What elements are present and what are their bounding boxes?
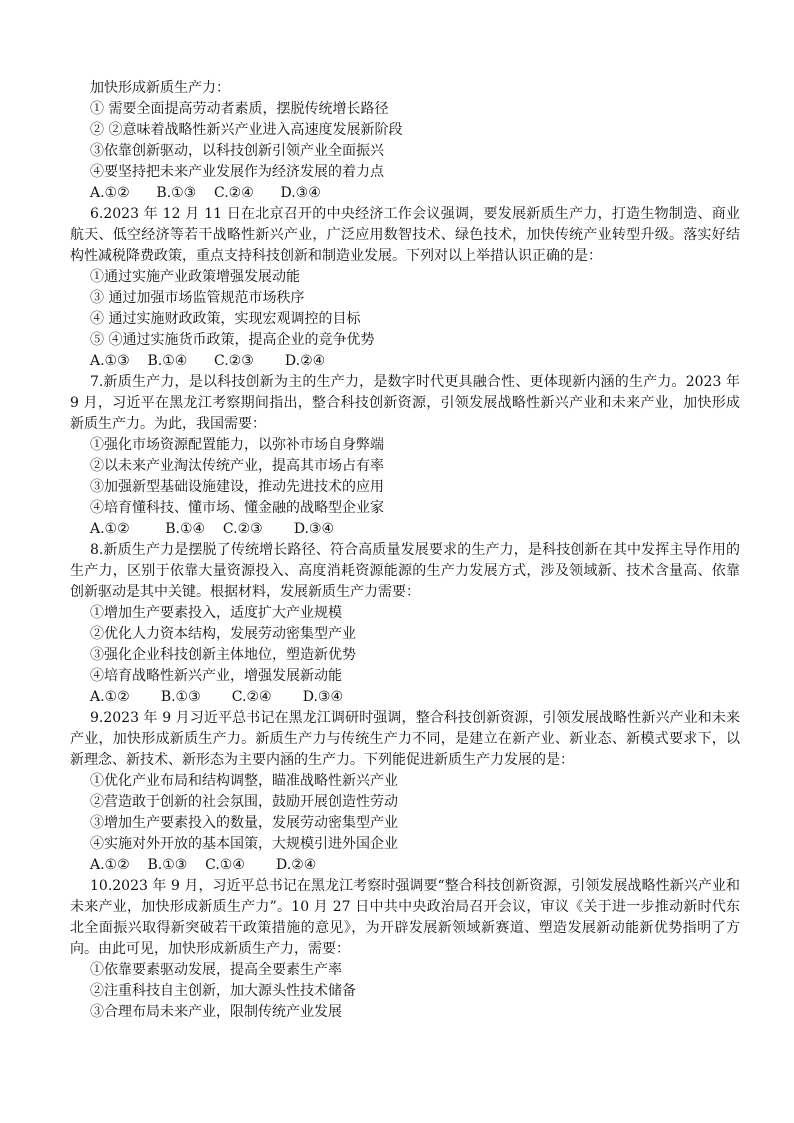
option-1: ①依靠要素驱动发展，提高全要素生产率 bbox=[90, 962, 342, 978]
answer-choices: A.①② B.①③ C.②④ D.③④ bbox=[90, 185, 321, 201]
option-3: ③合理布局未来产业，限制传统产业发展 bbox=[90, 1004, 342, 1020]
document-page bbox=[70, 78, 740, 1023]
question-stem: 10.2023 年 9 月，习近平总书记在黑龙江考察时强调要“整合科技创新资源，引领发展战略性新兴产业和未来产业，加快形成新质生产力”。10 月 27 日中共中央政治局召开会议，审议《关于进一步推动新时代东北全面振兴取得新突破若干政策措施的意见》，为开辟发展新领域新赛道、塑造发展新动能新优势指明了方向。由此可见，加快形成新质生产力，需要： bbox=[70, 878, 740, 957]
option-1: ①增加生产要素投入，适度扩大产业规模 bbox=[90, 605, 342, 621]
question-10 bbox=[70, 876, 740, 1023]
option-4: ④培育懂科技、懂市场、懂金融的战略型企业家 bbox=[90, 500, 384, 516]
option-3: ③依靠创新驱动，以科技创新引领产业全面振兴 bbox=[90, 143, 384, 159]
question-6 bbox=[70, 204, 740, 372]
option-1: ①通过实施产业政策增强发展动能 bbox=[90, 269, 300, 285]
option-1: ①优化产业布局和结构调整，瞄准战略性新兴产业 bbox=[90, 773, 398, 789]
option-3: ③加强新型基础设施建设，推动先进技术的应用 bbox=[90, 479, 384, 495]
option-3: ④ 通过实施财政政策，实现宏观调控的目标 bbox=[90, 311, 361, 327]
answer-choices: A.①③ B.①④ C.②③ D.②④ bbox=[90, 353, 326, 369]
question-stem: 6.2023 年 12 月 11 日在北京召开的中央经济工作会议强调，要发展新质生产力，打造生物制造、商业航天、低空经济等若干战略性新兴产业，广泛应用数智技术、绿色技术，加快传统产业转型升级。落实好结构性减税降费政策，重点支持科技创新和制造业发展。下列对以上举措认识正确的是： bbox=[70, 206, 740, 264]
option-2: ② ②意味着战略性新兴产业进入高速度发展新阶段 bbox=[90, 122, 403, 138]
option-3: ③增加生产要素投入的数量，发展劳动密集型产业 bbox=[90, 815, 398, 831]
option-2: ③ 通过加强市场监管规范市场秩序 bbox=[90, 290, 305, 306]
question-stem: 加快形成新质生产力： bbox=[90, 80, 230, 96]
option-1: ①强化市场资源配置能力，以弥补市场自身弊端 bbox=[90, 437, 384, 453]
question-stem: 9.2023 年 9 月习近平总书记在黑龙江调研时强调，整合科技创新资源，引领发展战略性新兴产业和未来产业，加快形成新质生产力。新质生产力与传统生产力不同，是建立在新产业、新业态、新模式要求下，以新理念、新技术、新形态为主要内涵的生产力。下列能促进新质生产力发展的是： bbox=[70, 710, 740, 768]
option-2: ②注重科技自主创新，加大源头性技术储备 bbox=[90, 983, 356, 999]
question-8 bbox=[70, 540, 740, 708]
option-1: ① 需要全面提高劳动者素质，摆脱传统增长路径 bbox=[90, 101, 389, 117]
answer-choices: A.①② B.①③ C.①④ D.②④ bbox=[90, 857, 317, 873]
option-2: ②优化人力资本结构，发展劳动密集型产业 bbox=[90, 626, 356, 642]
question-stem: 7.新质生产力，是以科技创新为主的生产力，是数字时代更具融合性、更体现新内涵的生产力。2023 年 9 月，习近平在黑龙江考察期间指出，整合科技创新资源，引领发展战略性新兴产业和未来产业，加快形成新质生产力。为此，我国需要： bbox=[70, 374, 740, 432]
question-9 bbox=[70, 708, 740, 876]
question-stem: 8.新质生产力是摆脱了传统增长路径、符合高质量发展要求的生产力，是科技创新在其中发挥主导作用的生产力，区别于依靠大量资源投入、高度消耗资源能源的生产力发展方式，涉及领域新、技术含量高、依靠创新驱动是其中关键。根据材料，发展新质生产力需要： bbox=[70, 542, 740, 600]
answer-choices: A.①② B.①③ C.②④ D.③④ bbox=[90, 689, 343, 705]
option-4: ④培育战略性新兴产业，增强发展新动能 bbox=[90, 668, 342, 684]
option-2: ②营造敢于创新的社会氛围，鼓励开展创造性劳动 bbox=[90, 794, 398, 810]
question-7 bbox=[70, 372, 740, 540]
option-4: ④要坚持把未来产业发展作为经济发展的着力点 bbox=[90, 164, 384, 180]
question-intro bbox=[70, 78, 740, 204]
answer-choices: A.①② B.①④ C.②③ D.③④ bbox=[90, 521, 335, 537]
option-4: ⑤ ④通过实施货币政策，提高企业的竞争优势 bbox=[90, 332, 375, 348]
option-3: ③强化企业科技创新主体地位，塑造新优势 bbox=[90, 647, 356, 663]
option-2: ②以未来产业淘汰传统产业，提高其市场占有率 bbox=[90, 458, 384, 474]
option-4: ④实施对外开放的基本国策，大规模引进外国企业 bbox=[90, 836, 398, 852]
